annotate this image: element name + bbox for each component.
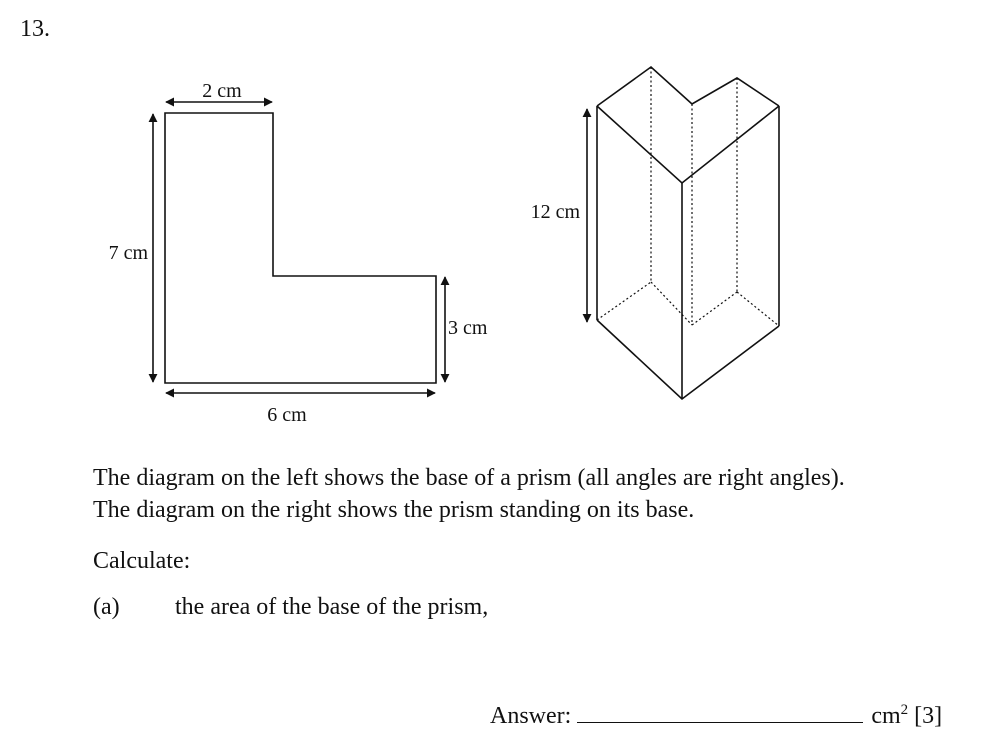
prism-visible-edges [597, 67, 779, 399]
answer-unit: cm [871, 703, 901, 729]
prism-height-label: 12 cm [530, 201, 580, 223]
question-number: 13. [20, 16, 50, 42]
left-height-label: 7 cm [108, 242, 148, 264]
l-shape-outline [165, 113, 436, 383]
part-a [93, 591, 488, 623]
answer-unit-power: 2 [900, 702, 909, 718]
question-line-2: The diagram on the right shows the prism standing on its base. [93, 497, 695, 523]
part-a-text: the area of the base of the prism, [175, 594, 489, 620]
question-text [93, 462, 845, 526]
question-line-1: The diagram on the left shows the base of a prism (all angles are right angles). [93, 465, 845, 491]
answer-line [490, 694, 942, 732]
top-width-label: 2 cm [202, 80, 242, 102]
answer-blank[interactable] [577, 700, 863, 723]
answer-label: Answer: [490, 703, 572, 729]
calculate-instruction: Calculate: [93, 548, 191, 574]
answer-marks: [3] [914, 703, 943, 729]
prism-hidden-edges [597, 67, 779, 326]
prism-3d-diagram [531, 67, 779, 399]
bottom-width-label: 6 cm [267, 404, 307, 426]
l-shape-base-diagram [109, 80, 488, 426]
step-height-label: 3 cm [448, 317, 488, 339]
part-a-label: (a) [93, 594, 120, 620]
